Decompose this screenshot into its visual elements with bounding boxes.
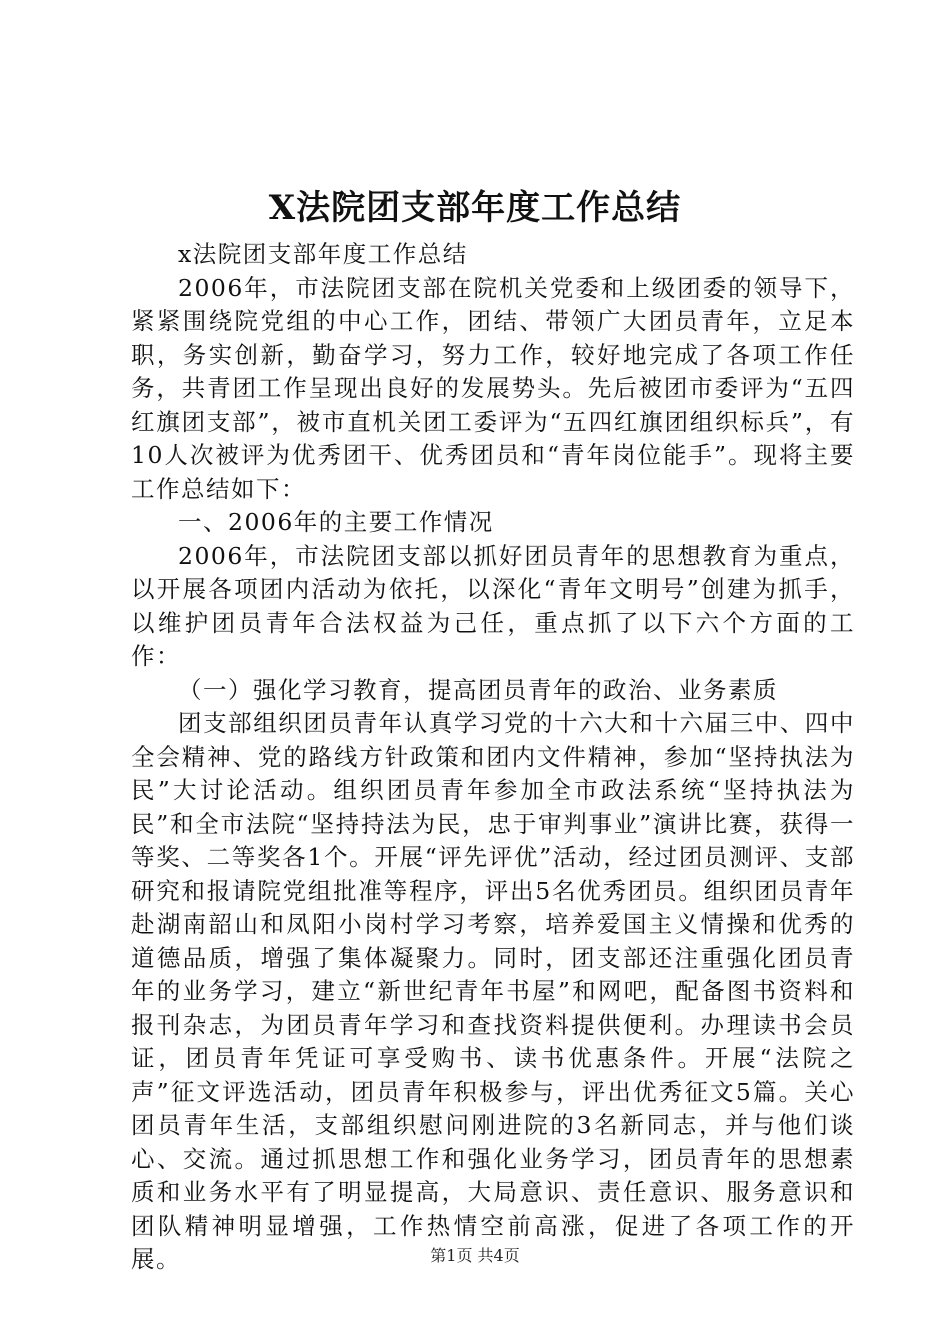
page-number-footer: 第1页 共4页 [430, 1246, 520, 1265]
subsection-heading: （一）强化学习教育，提高团员青年的政治、业务素质 [178, 675, 778, 704]
section-intro-paragraph: 2006年，市法院团支部以抓好团员青年的思想教育为重点，以开展各项团内活动为依托，以深化“青年文明号”创建为抓手，以维护团员青年合法权益为己任，重点抓了以下六个方面的工作： [131, 541, 855, 670]
intro-paragraph: 2006年，市法院团支部在院机关党委和上级团委的领导下，紧紧围绕院党组的中心工作，团结、带领广大团员青年，立足本职，务实创新，勤奋学习，努力工作，较好地完成了各项工作任务，共青团工作呈现出良好的发展势头。先后被团市委评为“五四红旗团支部”，被市直机关团工委评为“五四红旗团组织标兵”，有10人次被评为优秀团干、优秀团员和“青年岗位能手”。现将主要工作总结如下： [131, 273, 855, 503]
subtitle-paragraph: x法院团支部年度工作总结 [178, 240, 468, 268]
section-heading: 一、2006年的主要工作情况 [178, 508, 494, 536]
subsection-body-paragraph: 团支部组织团员青年认真学习党的十六大和十六届三中、四中全会精神、党的路线方针政策和团内文件精神，参加“坚持执法为民”大讨论活动。组织团员青年参加全市政法系统“坚持执法为民”和全市法院“坚持持法为民，忠于审判事业”演讲比赛，获得一等奖、二等奖各1个。开展“评先评优”活动，经过团员测评、支部研究和报请院党组批准等程序，评出5名优秀团员。组织团员青年赴湖南韶山和凤阳小岗村学习考察，培养爱国主义情操和优秀的道德品质，增强了集体凝聚力。同时，团支部还注重强化团员青年的业务学习，建立“新世纪青年书屋”和网吧，配备图书资料和报刊杂志，为团员青年学习和查找资料提供便利。办理读书会员证，团员青年凭证可享受购书、读书优惠条件。开展“法院之声”征文评选活动，团员青年积极参与，评出优秀征文5篇。关心团员青年生活，支部组织慰问刚进院的3名新同志，并与他们谈心、交流。通过抓思想工作和强化业务学习，团员青年的思想素质和业务水平有了明显提高，大局意识、责任意识、服务意识和团队精神明显增强，工作热情空前高涨，促进了各项工作的开展。 [131, 709, 855, 1273]
document-body [131, 238, 855, 1277]
document-title: X法院团支部年度工作总结 [268, 188, 682, 228]
